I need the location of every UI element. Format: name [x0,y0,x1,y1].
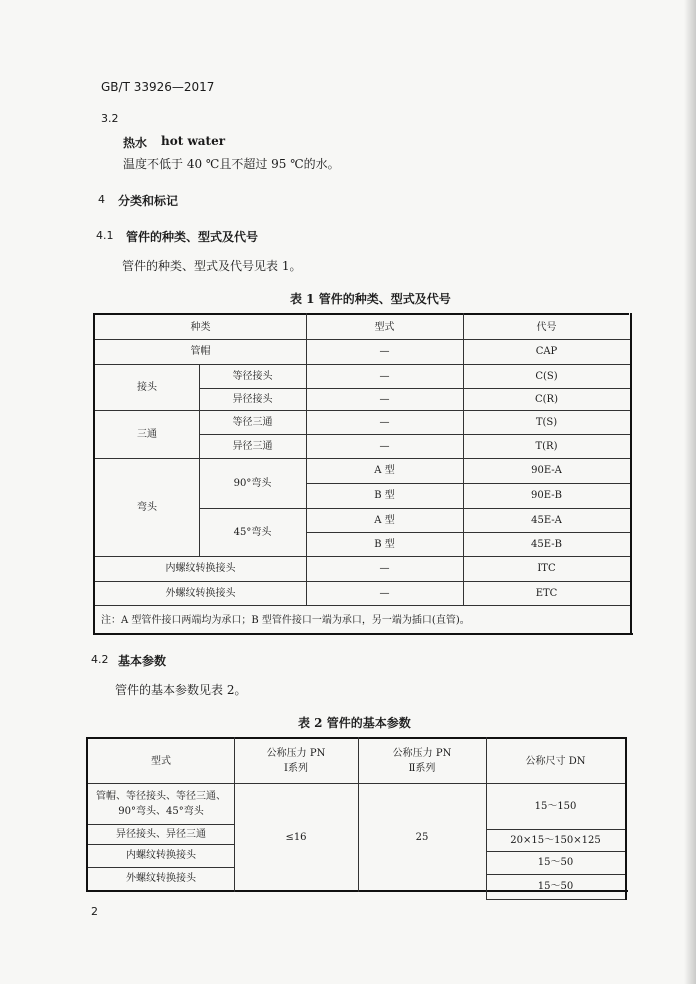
t2-header-pn1 [234,739,358,783]
t1-header-kind: 种类 [190,321,211,333]
t2-row2-dn: 20×15～150×125 [510,834,601,846]
t1-tee-equal: 等径三通 [232,416,273,428]
t1-elbow-45-b: B 型 [374,538,395,550]
t1-joint-reducing-code: C(R) [535,393,558,405]
t1-itc-code: ITC [537,563,556,574]
t2-row1-line2: 90°弯头、45°弯头 [118,806,204,817]
t2-header-pn2-line1: 公称压力 PN [392,748,452,759]
t1-itc-kind: 内螺纹转换接头 [165,563,236,574]
section-4-2-text: 管件的基本参数见表 2。 [115,683,247,697]
t1-tee-reducing-form: — [379,440,390,452]
t2-row1-form [88,784,234,824]
t1-tee-reducing-code: T(R) [535,440,558,452]
t2-header-pn1-line2: Ⅰ系列 [284,763,308,774]
t2-row4-dn: 15～50 [537,881,574,892]
term-definition: 温度不低于 40 ℃且不超过 95 ℃的水。 [123,157,340,171]
t1-tee-equal-form: — [379,416,390,428]
section-3-2-number: 3.2 [101,112,119,125]
t1-elbow-45-b-code: 45E-B [531,538,562,550]
t1-tee-equal-code: T(S) [535,416,558,428]
t2-row1-line1: 管帽、等径接头、等径三通、 [96,791,226,802]
t1-joint-equal-form: — [379,370,390,382]
t2-header-pn2-line2: Ⅱ系列 [408,763,436,774]
t1-joint-reducing: 异径接头 [232,393,273,405]
t2-header-pn1-line1: 公称压力 PN [266,748,326,759]
section-4-title: 分类和标记 [118,194,179,208]
table2-caption: 表 2 管件的基本参数 [298,716,411,730]
t2-header-pn2 [358,739,486,783]
t1-elbow-45-a-code: 45E-A [531,514,562,526]
t1-etc-kind: 外螺纹转换接头 [165,587,236,599]
t2-pn1-value: ≤16 [285,831,307,843]
t1-cap-form: — [379,346,390,357]
section-4-1-number: 4.1 [96,229,114,242]
t2-row4-form: 外螺纹转换接头 [126,873,196,884]
term-en: hot water [161,134,226,148]
t1-note: 注：A 型管件接口两端均为承口；B 型管件接口一端为承口，另一端为插口(直管)。 [101,615,470,626]
t1-header-form: 型式 [374,321,395,333]
t2-header-dn: 公称尺寸 DN [525,755,586,767]
t1-cap-code: CAP [535,346,558,357]
t2-header-form: 型式 [151,755,171,767]
section-4-2-title: 基本参数 [118,654,167,668]
t1-elbow-90-b: B 型 [374,490,395,501]
term-cn: 热水 [123,136,148,150]
t1-elbow-90-a-code: 90E-A [531,465,562,476]
t1-etc-form: — [379,587,390,599]
t1-elbow-90-b-code: 90E-B [531,490,562,501]
t1-elbow-45: 45°弯头 [233,526,272,538]
t1-header-code: 代号 [536,321,557,333]
page-number: 2 [91,905,98,918]
t1-itc-form: — [379,563,390,574]
section-4-1-title: 管件的种类、型式及代号 [126,230,259,244]
t2-pn2-value: 25 [415,831,429,843]
t1-joint-equal-code: C(S) [535,370,558,382]
t1-elbow-group: 弯头 [137,501,157,513]
t1-joint-reducing-form: — [379,393,390,405]
section-4-2-number: 4.2 [91,653,109,666]
section-4-number: 4 [98,193,105,206]
t2-row3-form: 内螺纹转换接头 [126,850,196,861]
t1-joint-equal: 等径接头 [232,370,273,382]
standard-code: GB/T 33926—2017 [101,80,215,94]
scan-shadow [684,0,696,984]
t1-tee-group: 三通 [137,428,157,440]
t2-row1-dn: 15～150 [534,801,577,812]
t1-etc-code: ETC [535,587,558,599]
table1-caption: 表 1 管件的种类、型式及代号 [290,292,451,306]
t1-elbow-90: 90°弯头 [233,477,272,489]
t1-cap-kind: 管帽 [190,346,211,357]
t2-row3-dn: 15～50 [537,857,574,868]
t1-elbow-45-a: A 型 [374,514,395,526]
t2-row2-form: 异径接头、异径三通 [116,828,206,840]
t1-elbow-90-a: A 型 [374,465,395,476]
t1-joint-group: 接头 [137,381,157,393]
section-4-1-text: 管件的种类、型式及代号见表 1。 [122,259,302,273]
t1-tee-reducing: 异径三通 [232,440,273,452]
